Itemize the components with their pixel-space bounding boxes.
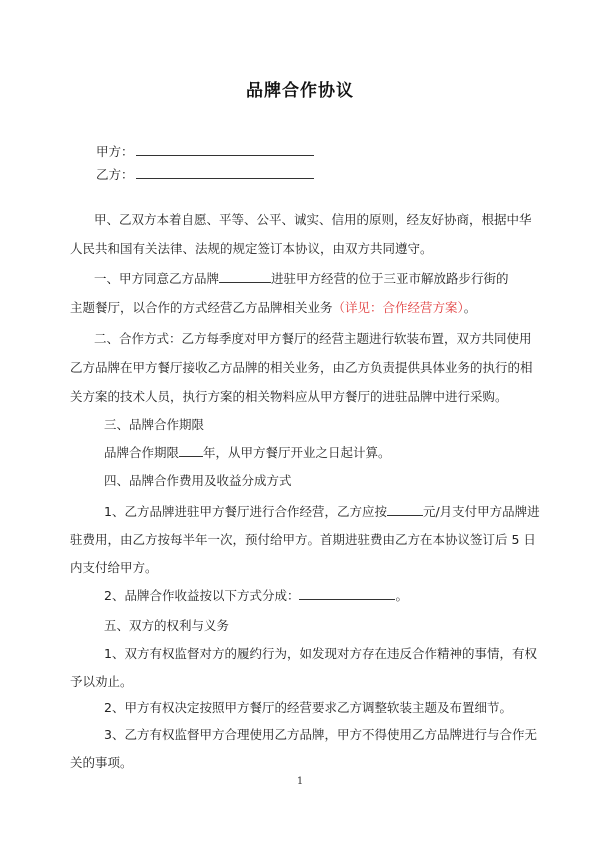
clause-3-heading: 三、品牌合作期限 [104, 417, 205, 432]
clause-1-prefix: 一、甲方同意乙方品牌 [94, 271, 220, 286]
party-b-row [96, 166, 314, 183]
clause-4-item-1-line-3: 内支付给甲方。 [70, 560, 158, 575]
clause-5-item-1-line-2: 予以劝止。 [70, 674, 133, 689]
clause-2-line-3: 关方案的技术人员，执行方案的相关物料应从甲方餐厅的进驻品牌中进行采购。 [70, 389, 508, 404]
clause-5-item-3-line-2: 关的事项。 [70, 755, 133, 770]
clause-1-middle: 进驻甲方经营的位于三亚市解放路步行街的 [271, 271, 509, 286]
clause-5-item-2: 2、甲方有权决定按照甲方餐厅的经营要求乙方调整软装主题及布置细节。 [104, 700, 512, 715]
party-b-label: 乙方： [96, 167, 134, 182]
clause-4-item-2 [104, 583, 408, 609]
clause-3-body-prefix: 品牌合作期限 [104, 445, 180, 460]
party-b-blank [136, 166, 314, 179]
clause-1-line-2 [70, 295, 476, 321]
clause-1-line-2-end: 。 [463, 300, 477, 315]
clause-1-line-2-main: 主题餐厅，以合作的方式经营乙方品牌相关业务 [70, 300, 333, 315]
clause-4-item-1-line-1 [104, 499, 540, 525]
page-number: 1 [296, 776, 304, 787]
clause-4-item-1-prefix: 1、乙方品牌进驻甲方餐厅进行合作经营，乙方应按 [104, 504, 387, 519]
clause-4-item-2-suffix: 。 [395, 588, 408, 603]
clause-4-item-1-line-2: 驻费用，由乙方按每半年一次，预付给甲方。首期进驻费由乙方在本协议签订后 5 日 [70, 532, 536, 547]
clause-4-share-blank [299, 586, 395, 600]
clause-5-item-1-line-1: 1、双方有权监督对方的履约行为，如发现对方存在违反合作精神的事情，有权 [104, 646, 537, 661]
clause-3-body [104, 440, 391, 466]
clause-1-line-1 [94, 266, 509, 292]
clause-2-line-2: 乙方品牌在甲方餐厅接收乙方品牌的相关业务，由乙方负责提供具体业务的执行的相 [70, 360, 533, 375]
clause-4-item-2-prefix: 2、品牌合作收益按以下方式分成： [104, 588, 300, 603]
clause-4-heading: 四、品牌合作费用及收益分成方式 [104, 473, 292, 488]
party-a-blank [136, 143, 314, 156]
document-title: 品牌合作协议 [246, 81, 354, 101]
clause-4-fee-blank [387, 502, 423, 516]
clause-1-reference: （详见：合作经营方案） [332, 300, 464, 315]
party-a-row [96, 143, 314, 160]
intro-line-1: 甲、乙双方本着自愿、平等、公平、诚实、信用的原则，经友好协商，根据中华 [94, 212, 532, 227]
intro-line-2: 人民共和国有关法律、法规的规定签订本协议，由双方共同遵守。 [70, 241, 433, 256]
clause-5-item-3-line-1: 3、乙方有权监督甲方合理使用乙方品牌，甲方不得使用乙方品牌进行与合作无 [104, 727, 537, 742]
clause-5-heading: 五、双方的权利与义务 [104, 618, 230, 633]
clause-2-line-1: 二、合作方式：乙方每季度对甲方餐厅的经营主题进行软装布置，双方共同使用 [94, 331, 532, 346]
clause-3-body-suffix: 年，从甲方餐厅开业之日起计算。 [203, 445, 391, 460]
clause-4-item-1-suffix: 元/月支付甲方品牌进 [422, 504, 540, 519]
clause-1-brand-blank [219, 269, 271, 283]
party-a-label: 甲方： [96, 144, 134, 159]
clause-3-years-blank [179, 443, 203, 457]
